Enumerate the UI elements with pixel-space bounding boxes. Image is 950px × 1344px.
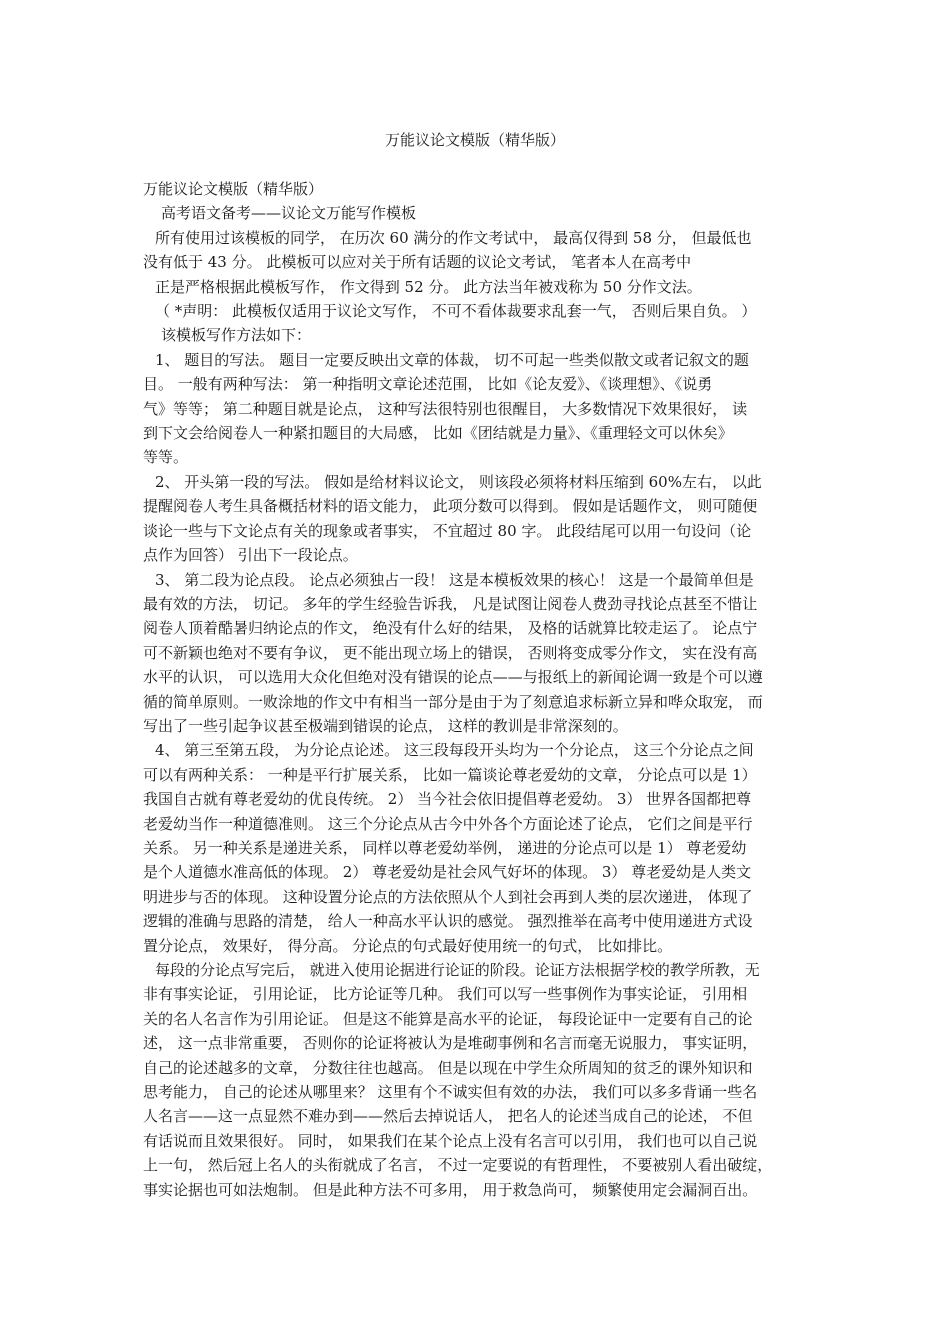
text-line: 人名言——这一点显然不难办到——然后去掉说话人， 把名人的论述当成自己的论述， 不但 bbox=[143, 1107, 753, 1126]
text-line: 万能议论文模版（精华版） bbox=[143, 180, 324, 198]
text-line: 点作为回答） 引出下一段论点。 bbox=[143, 546, 358, 565]
text-line: 2、 开头第一段的写法。 假如是给材料议论文， 则该段必须将材料压缩到 60%左右， 以此 bbox=[155, 472, 762, 491]
document-body bbox=[143, 177, 815, 1202]
text-line: 上一句， 然后冠上名人的头衔就成了名言， 不过一定要说的有哲理性， 不要被别人看出破绽， bbox=[143, 1156, 773, 1175]
document-title: 万能议论文模版（精华版） bbox=[384, 131, 565, 149]
text-line: 逻辑的准确与思路的清楚， 给人一种高水平认识的感觉。 强烈推举在高考中使用递进方式设 bbox=[143, 912, 753, 931]
text-line: 写出了一些引起争议甚至极端到错误的论点， 这样的教训是非常深刻的。 bbox=[143, 716, 628, 735]
text-line: 高考语文备考——议论文万能写作模板 bbox=[161, 204, 417, 223]
text-line: 是个人道德水准高低的体现。 2） 尊老爱幼是社会风气好坏的体现。 3） 尊老爱幼是人类文 bbox=[143, 863, 752, 882]
text-line: 正是严格根据此模板写作， 作文得到 52 分。 此方法当年被戏称为 50 分作文法。 bbox=[155, 277, 702, 296]
text-line: 3、 第二段为论点段。 论点必须独占一段！ 这是本模板效果的核心！ 这是一个最简单但是 bbox=[155, 570, 754, 589]
text-line: 我国自古就有尊老爱幼的优良传统。 2） 当今社会依旧提倡尊老爱幼。 3） 世界各国都把尊 bbox=[143, 790, 752, 809]
text-line: 等等。 bbox=[143, 448, 189, 467]
text-line: 非有事实论证， 引用论证， 比方论证等几种。 我们可以写一些事例作为事实论证， 引用相 bbox=[143, 985, 748, 1004]
text-line: 到下文会给阅卷人一种紧扣题目的大局感， 比如《团结就是力量》、《重理轻文可以休矣》 bbox=[143, 424, 733, 443]
text-line: 老爱幼当作一种道德准则。 这三个分论点从古今中外各个方面论述了论点， 它们之间是平行 bbox=[143, 814, 753, 833]
text-line: 提醒阅卷人考生具备概括材料的语文能力， 此项分数可以得到。 假如是话题作文， 则可随便 bbox=[143, 497, 758, 516]
text-line: 目。 一般有两种写法： 第一种指明文章论述范围， 比如《论友爱》、《谈理想》、《说勇 bbox=[143, 375, 713, 394]
text-line: 可以有两种关系： 一种是平行扩展关系， 比如一篇谈论尊老爱幼的文章， 分论点可以是 1） bbox=[143, 765, 757, 784]
text-line: 事实论据也可如法炮制。 但是此种方法不可多用， 用于救急尚可， 频繁使用定会漏洞百出。 bbox=[143, 1180, 758, 1199]
text-line: 有话说而且效果很好。 同时， 如果我们在某个论点上没有名言可以引用， 我们也可以自己说 bbox=[143, 1131, 758, 1150]
text-line: 谈论一些与下文论点有关的现象或者事实， 不宜超过 80 字。 此段结尾可以用一句设问（论 bbox=[143, 521, 752, 540]
text-line: 1、 题目的写法。 题目一定要反映出文章的体裁， 切不可起一些类似散文或者记叙文的题 bbox=[155, 350, 749, 369]
text-line: 自己的论述越多的文章， 分数往往也越高。 但是以现在中学生众所周知的贫乏的课外知识和 bbox=[143, 1058, 753, 1077]
text-line: 阅卷人顶着酷暑归纳论点的作文， 绝没有什么好的结果， 及格的话就算比较走运了。 论点宁 bbox=[143, 619, 758, 638]
text-line: 思考能力， 自己的论述从哪里来？ 这里有个不诚实但有效的办法， 我们可以多多背诵一些名 bbox=[143, 1083, 758, 1102]
text-line: 该模板写作方法如下： bbox=[161, 326, 312, 345]
text-line: 述， 这一点非常重要， 否则你的论证将被认为是堆砌事例和名言而毫无说服力， 事实证明， bbox=[143, 1034, 758, 1053]
text-line: 循的简单原则。一败涂地的作文中有相当一部分是由于为了刻意追求标新立异和哗众取宠， 而 bbox=[143, 692, 763, 711]
text-line: 气》等等； 第二种题目就是论点， 这种写法很特别也很醒目， 大多数情况下效果很好， 读 bbox=[143, 399, 748, 418]
text-line: （ *声明： 此模板仅适用于议论文写作， 不可不看体裁要求乱套一气， 否则后果自负。 ） bbox=[155, 302, 757, 321]
text-line: 置分论点， 效果好， 得分高。 分论点的句式最好使用统一的句式， 比如排比。 bbox=[143, 936, 673, 955]
text-line: 关系。 另一种关系是递进关系， 同样以尊老爱幼举例， 递进的分论点可以是 1） 尊老爱幼 bbox=[143, 838, 747, 857]
text-line: 没有低于 43 分。 此模板可以应对关于所有话题的议论文考试， 笔者本人在高考中 bbox=[143, 253, 692, 272]
text-line: 可不新颖也绝对不要有争议， 更不能出现立场上的错误， 否则将变成零分作文， 实在没有高 bbox=[143, 643, 758, 662]
text-line: 明进步与否的体现。 这种设置分论点的方法依照从个人到社会再到人类的层次递进， 体现了 bbox=[143, 887, 753, 906]
text-line: 4、 第三至第五段， 为分论点论述。 这三段每段开头均为一个分论点， 这三个分论点之间 bbox=[155, 741, 754, 760]
text-line: 水平的认识， 可以选用大众化但绝对没有错误的论点——与报纸上的新闻论调一致是个可以遵 bbox=[143, 668, 763, 687]
text-line: 每段的分论点写完后， 就进入使用论据进行论证的阶段。论证方法根据学校的教学所教，无 bbox=[155, 961, 760, 979]
text-line: 所有使用过该模板的同学， 在历次 60 满分的作文考试中， 最高仅得到 58 分， 但最低也 bbox=[155, 228, 752, 247]
text-line: 最有效的方法， 切记。 多年的学生经验告诉我， 凡是试图让阅卷人费劲寻找论点甚至不惜让 bbox=[143, 594, 758, 613]
text-line: 关的名人名言作为引用论证。 但是这不能算是高水平的论证， 每段论证中一定要有自己的论 bbox=[143, 1009, 753, 1028]
